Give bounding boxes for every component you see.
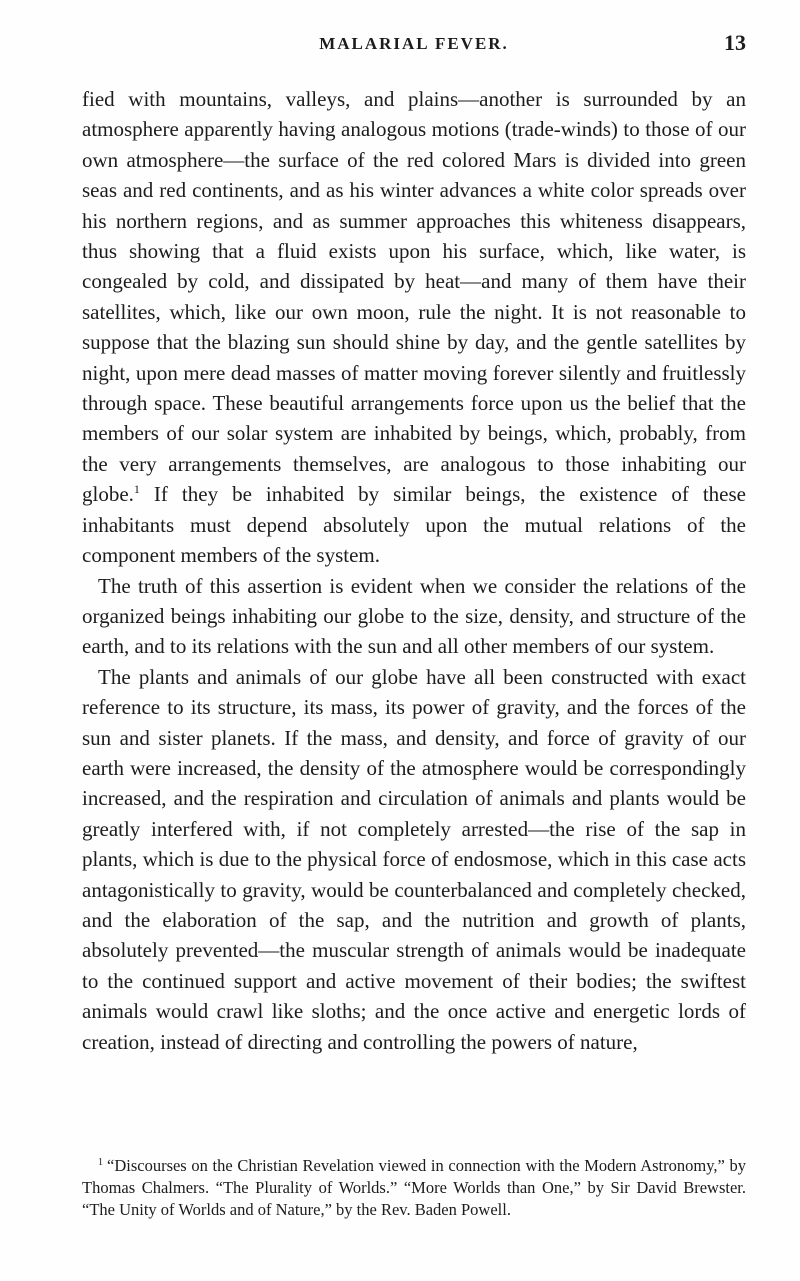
footnote: [82, 1155, 746, 1221]
page-number: 13: [724, 30, 746, 55]
footnote-number: 1: [98, 1156, 103, 1168]
paragraph-1-part-2: If they be inhabited by similar beings, the existence of these inhabitants must depend absolutely upon the mutual relations of the component members of the system.: [82, 482, 746, 568]
footnote-reference: 1: [133, 482, 140, 497]
paragraph-1-part-1: fied with mountains, valleys, and plains—another is surrounded by an atmosphere apparently having analogous motions (trade-winds) to those of our own atmosphere—the surface of the red colored Mars is divided into green seas and red continents, and as his winter advances a white color spreads over his northern regions, and as summer approaches this whiteness disappears, thus showing that a fluid exists upon his surface, which, like water, is congealed by cold, and dissipated by heat—and many of them have their satellites, which, like our own moon, rule the night. It is not reasonable to suppose that the blazing sun should shine by day, and the gentle satellites by night, upon mere dead masses of matter moving forever silently and fruitlessly through space. These beautiful arrangements force upon us the belief that the members of our solar system are inhabited by beings, which, probably, from the very arrangements themselves, are analogous to those inhabiting our globe.: [82, 87, 746, 507]
footnote-entry: [82, 1155, 746, 1221]
paragraph-3: The plants and animals of our globe have all been constructed with exact reference to its structure, its mass, its power of gravity, and the forces of the sun and sister planets. If the mass, and density, and force of gravity of our earth were increased, the density of the atmosphere would be correspondingly increased, and the respiration and circulation of animals and plants would be greatly interfered with, if not completely arrested—the rise of the sap in plants, which is due to the physical force of endosmose, which in this case acts antagonistically to gravity, would be counterbalanced and completely checked, and the elaboration of the sap, and the nutrition and growth of plants, absolutely prevented—the muscular strength of animals would be inadequate to the continued support and active movement of their bodies; the swiftest animals would crawl like sloths; and the once active and energetic lords of creation, instead of directing and controlling the powers of nature,: [82, 664, 746, 1054]
paragraph-1: [82, 84, 746, 571]
running-head: [82, 30, 746, 56]
running-title: MALARIAL FEVER.: [319, 34, 509, 53]
footnote-text: “Discourses on the Christian Revelation viewed in connection with the Modern Astronomy,” by Thomas Chalmers. “The Plurality of Worlds.” “More Worlds than One,” by Sir David Brewster. “The Unity of Worlds and of Nature,” by the Rev. Baden Powell.: [82, 1156, 746, 1219]
body-text: [82, 84, 746, 1057]
paragraph-2: The truth of this assertion is evident when we consider the relations of the organized beings inhabiting our globe to the size, density, and structure of the earth, and to its relations with the sun and all other members of our system.: [82, 573, 746, 659]
